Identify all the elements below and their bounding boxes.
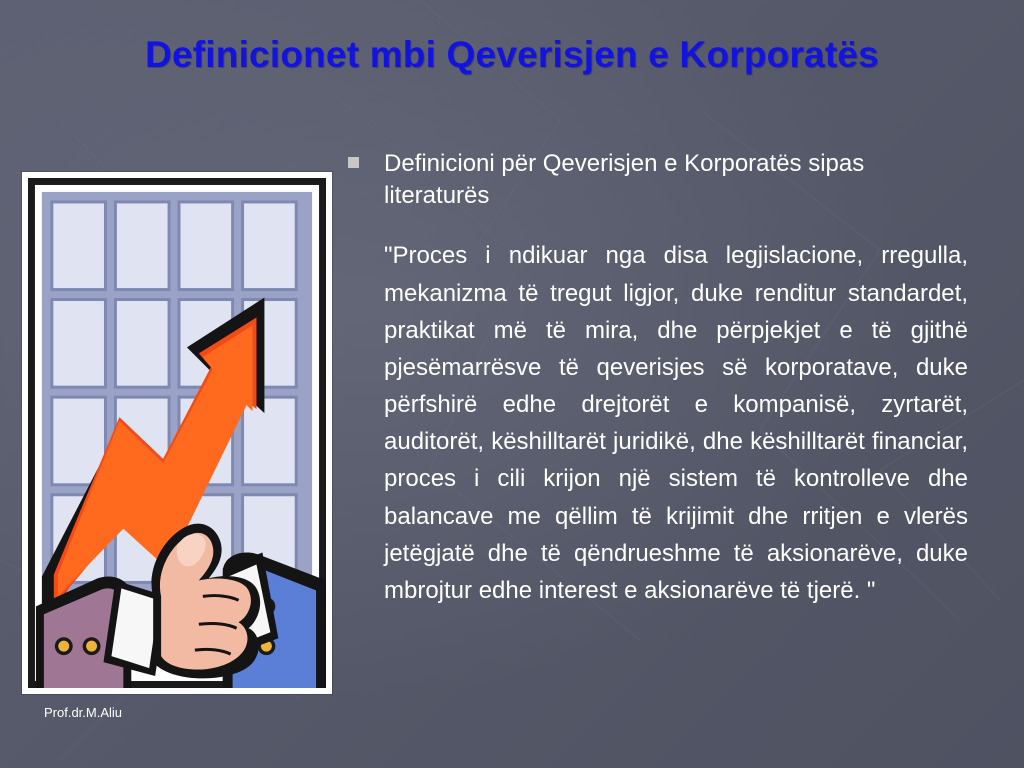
page-title: Definicionet mbi Qeverisjen e Korporatës [145, 34, 879, 75]
rising-arrow-thumbs-up-illustration [22, 172, 332, 694]
quote-block [348, 237, 968, 609]
author-note: Prof.dr.M.Aliu [44, 705, 123, 720]
illustration-svg [28, 178, 326, 688]
bullet-text: Definicioni për Qeverisjen e Korporatës sipas literaturës [384, 150, 865, 209]
square-bullet-icon [348, 157, 359, 168]
content-body [348, 148, 968, 609]
list-item [348, 148, 968, 211]
quote-text: "Proces i ndikuar nga disa legjislacione, rregulla, mekanizma të tregut ligjor, duke renditur standardet, praktikat më të mira, dhe përpjekjet e të gjithë pjesëmarrësve të qeverisjes së korporatave, duke përfshirë edhe drejtorët e kompanisë, zyrtarët, auditorët, këshilltarët juridikë, dhe këshilltarët financiar, proces i cili krijon një sistem të kontrolleve dhe balancave me qëllim të krijimit dhe rritjen e vlerës jetëgjatë dhe të qëndrueshme të aksionarëve, duke mbrojtur edhe interest e aksionarëve të tjerë. " [384, 242, 968, 605]
